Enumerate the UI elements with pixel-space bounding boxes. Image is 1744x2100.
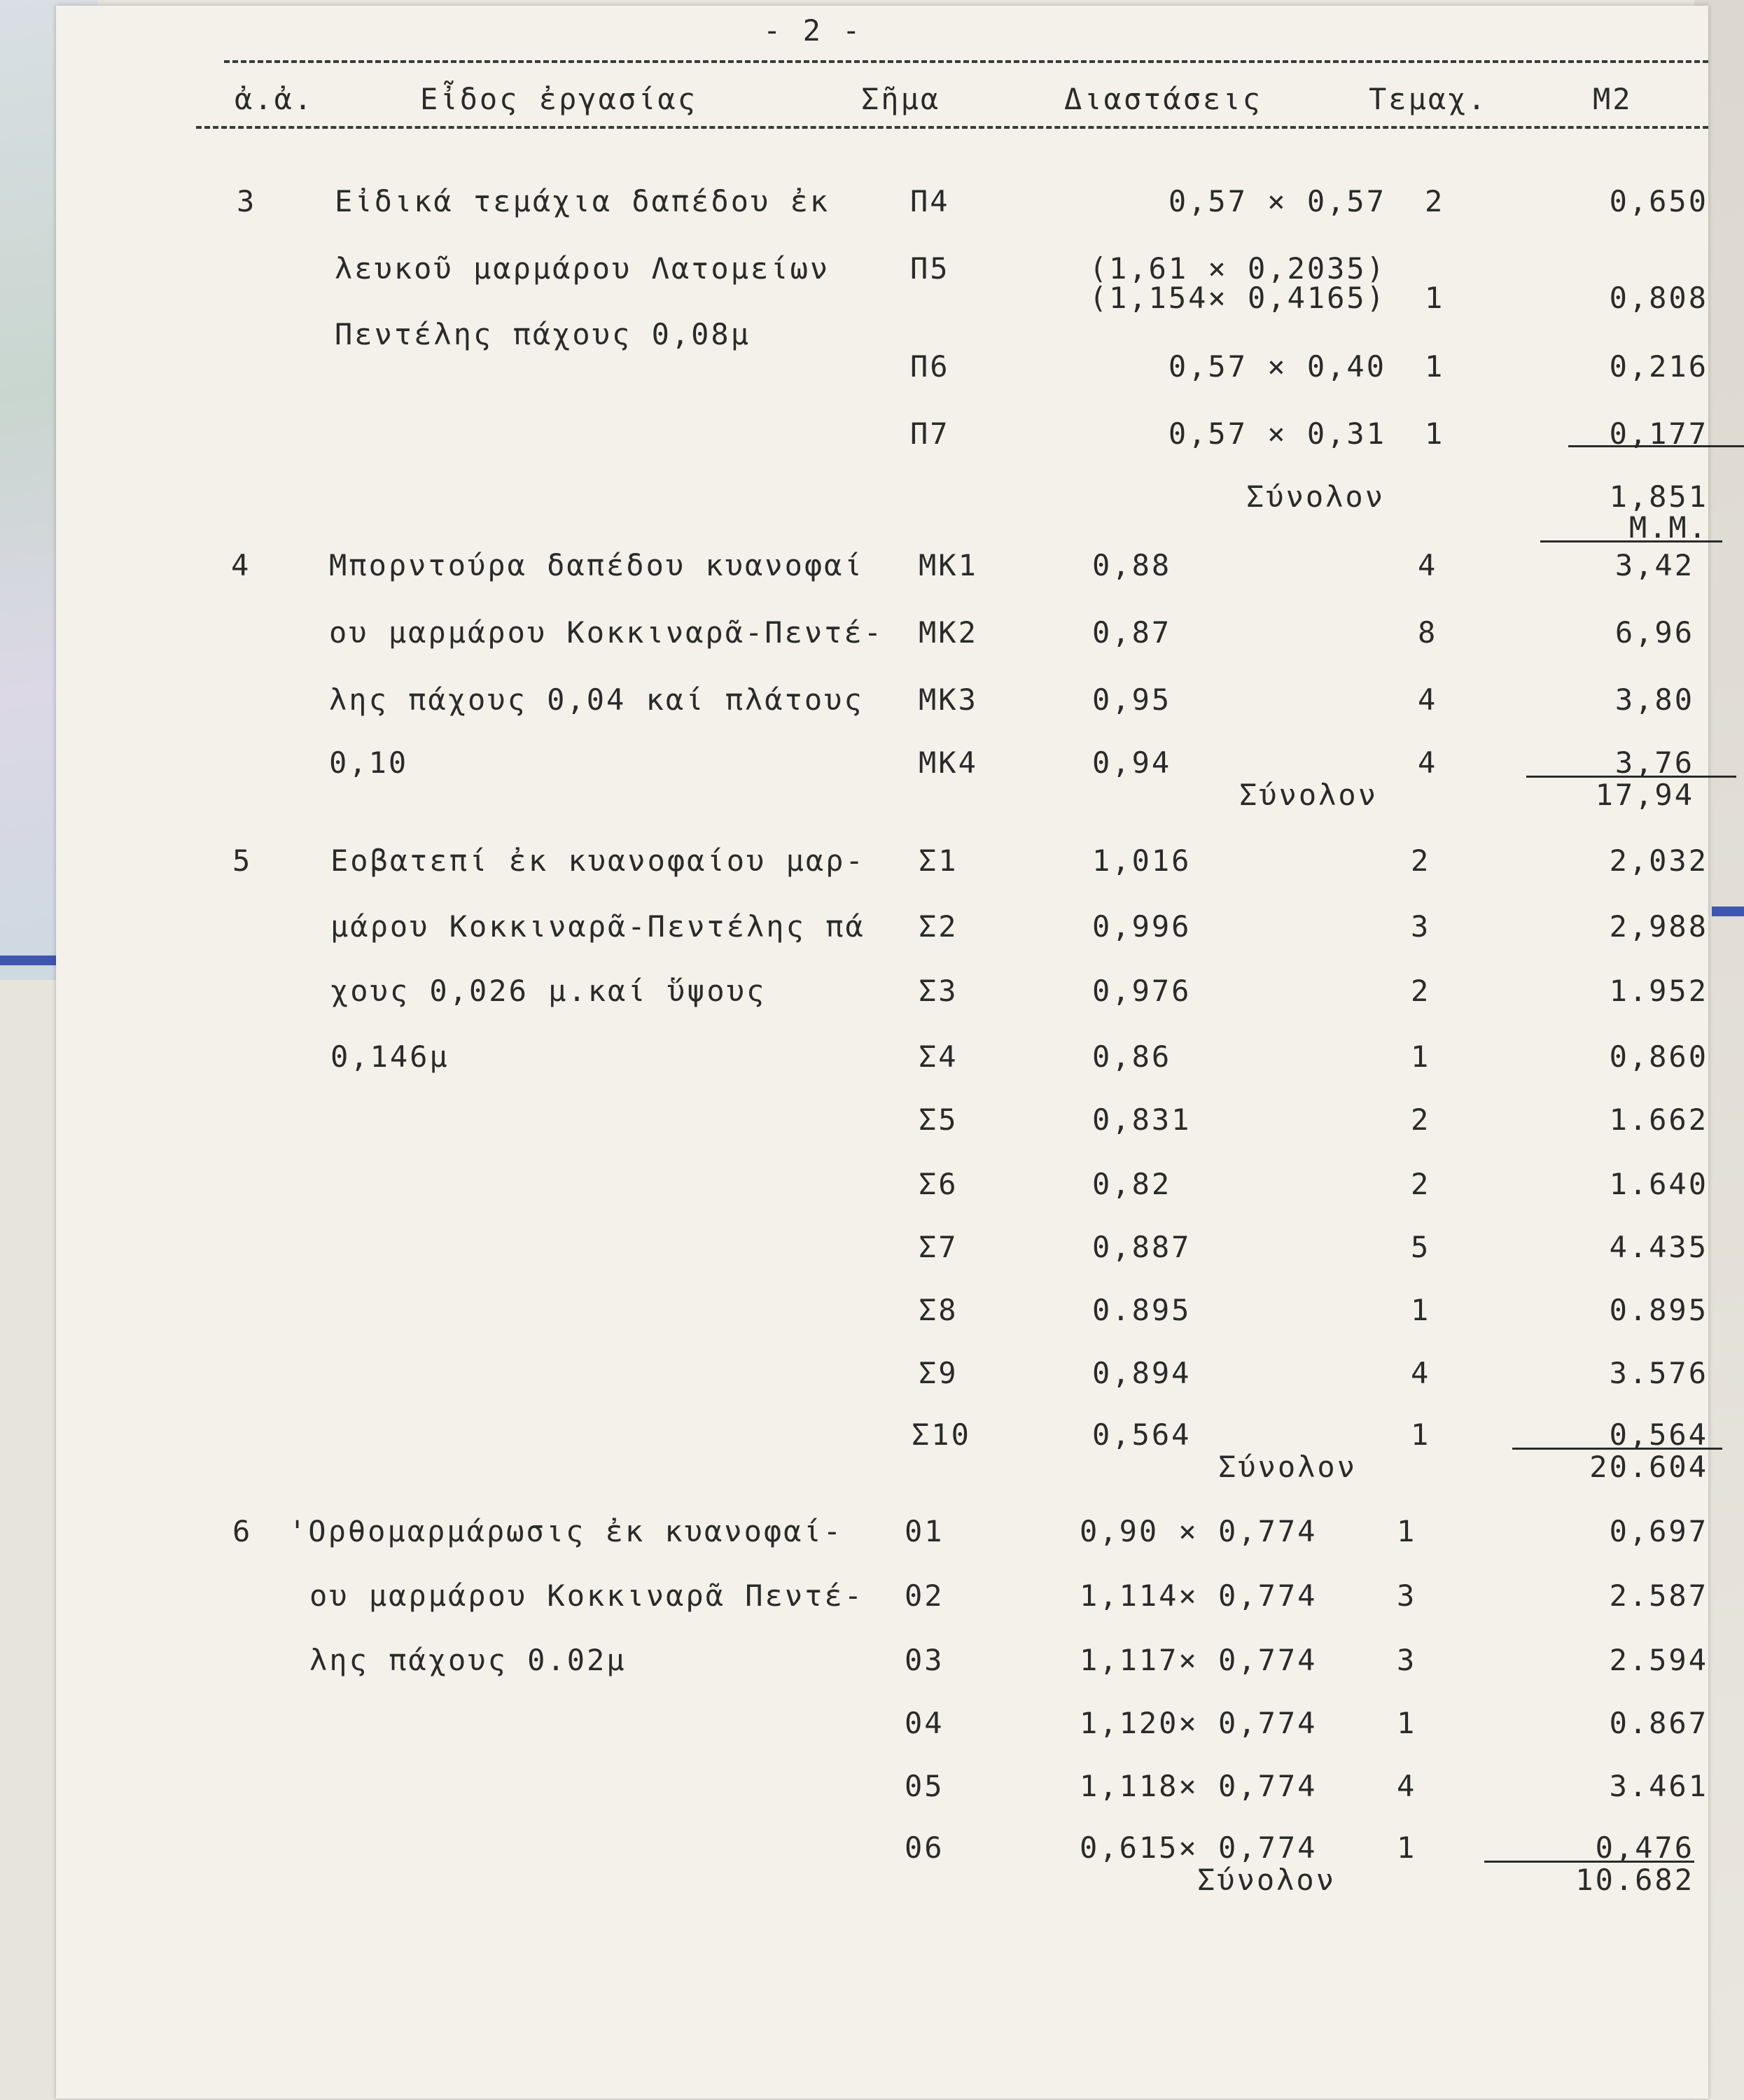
row-mark: Σ10	[912, 1418, 971, 1452]
row-m2: 3.461	[1609, 1769, 1708, 1803]
row-m2: 0,860	[1609, 1040, 1708, 1074]
row-m2: 3.576	[1609, 1356, 1708, 1390]
row-mark: Σ5	[919, 1102, 958, 1137]
row-mark: ΜΚ3	[919, 682, 978, 717]
total-value: 20.604	[1589, 1450, 1708, 1484]
row-mark: ΜΚ2	[919, 615, 978, 650]
row-mark: Σ7	[919, 1230, 958, 1264]
item-description-line: 0,146μ	[330, 1040, 449, 1074]
row-pieces: 1	[1411, 1040, 1431, 1074]
header-mark: Σῆμα	[861, 82, 941, 116]
total-label: Σύνολον	[1197, 1863, 1337, 1897]
row-m2: 0,650	[1609, 184, 1708, 218]
row-pieces: 4	[1418, 746, 1438, 780]
header-pieces: Τεμαχ.	[1369, 82, 1488, 116]
row-dimensions: 0,86	[1092, 1040, 1172, 1074]
row-pieces: 4	[1418, 548, 1438, 582]
row-mark: 01	[905, 1514, 944, 1548]
row-pieces: 2	[1411, 974, 1431, 1008]
row-dimensions: 0,87	[1092, 615, 1172, 650]
row-m2: 3,80	[1614, 682, 1694, 717]
row-mark: Π7	[910, 416, 950, 451]
header-top-rule	[224, 60, 1708, 63]
row-dimensions: 0,88	[1092, 548, 1172, 582]
item-description-line: Εἰδικά τεμάχια δαπέδου ἐκ	[335, 184, 830, 218]
row-m2: 2.587	[1609, 1578, 1708, 1613]
header-work-type: Εἶδος ἐργασίας	[420, 82, 698, 116]
subtotal-rule	[1568, 445, 1744, 447]
header-dimensions: Διαστάσεις	[1064, 82, 1262, 116]
total-value: 17,94	[1595, 778, 1694, 812]
row-m2: 2,988	[1609, 909, 1708, 944]
row-pieces: 1	[1397, 1830, 1417, 1865]
item-number: 6	[232, 1514, 253, 1548]
item-number: 5	[232, 844, 253, 878]
row-pieces: 4	[1397, 1769, 1417, 1803]
row-mark: Σ4	[919, 1040, 958, 1074]
item-description-line: Εοβατεπί ἐκ κυανοφαίου μαρ-	[330, 844, 865, 878]
item-description-line: 0,10	[329, 746, 409, 780]
total-value: 1,851	[1609, 479, 1708, 514]
row-pieces: 3	[1397, 1643, 1417, 1677]
row-pieces: 2	[1411, 844, 1431, 878]
row-m2: 0.867	[1609, 1706, 1708, 1740]
row-mark: Σ2	[919, 909, 958, 944]
row-dimensions: 0,94	[1092, 746, 1172, 780]
item-description-line: 'Ορθομαρμάρωσις ἐκ κυανοφαί-	[288, 1514, 844, 1548]
row-mark: Σ1	[919, 844, 958, 878]
document-page	[56, 6, 1708, 2099]
row-dimensions: 0,57 × 0,40	[1168, 349, 1386, 384]
row-dimensions: 1,114× 0,774	[1080, 1578, 1318, 1613]
row-dimensions: 0,90 × 0,774	[1080, 1514, 1318, 1548]
unit-rule	[1540, 540, 1722, 542]
item-description-line: ου μαρμάρου Κοκκιναρᾶ-Πεντέ-	[329, 615, 884, 650]
row-pieces: 3	[1397, 1578, 1417, 1613]
row-m2: 3,42	[1614, 548, 1694, 582]
row-dimensions: 0.895	[1092, 1293, 1192, 1327]
total-label: Σύνολον	[1239, 778, 1379, 812]
row-dimensions: 1,117× 0,774	[1080, 1643, 1318, 1677]
row-m2: 3,76	[1614, 746, 1694, 780]
row-mark: 06	[905, 1830, 944, 1865]
row-dimensions: 1,016	[1092, 844, 1192, 878]
row-mark: 03	[905, 1643, 944, 1677]
row-mark: Π4	[910, 184, 950, 218]
row-pieces: 5	[1411, 1230, 1431, 1264]
row-dimensions: 0,615× 0,774	[1080, 1830, 1318, 1865]
item-description-line: μάρου Κοκκιναρᾶ-Πεντέλης πά	[330, 909, 865, 944]
row-m2: 0,177	[1609, 416, 1708, 451]
row-pieces: 1	[1397, 1514, 1417, 1548]
row-m2: 2.594	[1609, 1643, 1708, 1677]
row-dimensions: 0,894	[1092, 1356, 1192, 1390]
page-number: - 2 -	[763, 13, 863, 48]
item-number: 3	[237, 184, 257, 218]
row-mark: 02	[905, 1578, 944, 1613]
row-dimensions: 0,831	[1092, 1102, 1192, 1137]
row-pieces: 1	[1411, 1293, 1431, 1327]
row-m2: 0.895	[1609, 1293, 1708, 1327]
header-m2: Μ2	[1593, 82, 1633, 116]
row-pieces: 1	[1425, 416, 1445, 451]
total-value: 10.682	[1575, 1863, 1694, 1897]
row-m2: 1.662	[1609, 1102, 1708, 1137]
row-dimensions: 0,57 × 0,31	[1168, 416, 1386, 451]
row-pieces: 1	[1425, 349, 1445, 384]
row-mark: 05	[905, 1769, 944, 1803]
row-dimensions: 0,82	[1092, 1167, 1172, 1201]
row-m2: 0,808	[1609, 281, 1708, 315]
row-m2: 0,216	[1609, 349, 1708, 384]
row-mark: Π6	[910, 349, 950, 384]
row-pieces: 3	[1411, 909, 1431, 944]
item-description-line: Μπορντούρα δαπέδου κυανοφαί	[329, 548, 864, 582]
row-m2: 2,032	[1609, 844, 1708, 878]
item-description-line: Πεντέλης πάχους 0,08μ	[335, 317, 751, 351]
row-pieces: 1	[1397, 1706, 1417, 1740]
row-dimensions: (1,61 × 0,2035)	[1089, 251, 1386, 286]
item-number: 4	[231, 548, 251, 582]
item-description-line: λης πάχους 0.02μ	[309, 1643, 627, 1677]
row-pieces: 1	[1425, 281, 1445, 315]
row-mark: Π5	[910, 251, 950, 286]
row-mark: Σ6	[919, 1167, 958, 1201]
row-pieces: 8	[1418, 615, 1438, 650]
row-dimensions: 0,564	[1092, 1418, 1192, 1452]
total-label: Σύνολον	[1218, 1450, 1358, 1484]
row-mark: Σ3	[919, 974, 958, 1008]
row-m2: 4.435	[1609, 1230, 1708, 1264]
row-mark: Σ8	[919, 1293, 958, 1327]
row-pieces: 2	[1425, 184, 1445, 218]
unit-label: Μ.Μ.	[1628, 510, 1708, 545]
row-m2: 0,697	[1609, 1514, 1708, 1548]
item-description-line: χους 0,026 μ.καί ὕψους	[330, 974, 767, 1008]
row-pieces: 4	[1411, 1356, 1431, 1390]
header-bottom-rule	[196, 126, 1708, 129]
row-dimensions: 1,118× 0,774	[1080, 1769, 1318, 1803]
row-m2: 6,96	[1614, 615, 1694, 650]
row-pieces: 2	[1411, 1102, 1431, 1137]
row-mark: Σ9	[919, 1356, 958, 1390]
row-dimensions: 0,976	[1092, 974, 1192, 1008]
background-blue-strip-right	[1712, 906, 1744, 916]
row-dimensions: 0,57 × 0,57	[1168, 184, 1386, 218]
row-mark: ΜΚ1	[919, 548, 978, 582]
header-aa: ἀ.ἀ.	[235, 82, 314, 116]
row-dimensions: 0,996	[1092, 909, 1192, 944]
row-pieces: 4	[1418, 682, 1438, 717]
row-pieces: 2	[1411, 1167, 1431, 1201]
row-m2: 1.952	[1609, 974, 1708, 1008]
item-description-line: ου μαρμάρου Κοκκιναρᾶ Πεντέ-	[309, 1578, 865, 1613]
row-m2: 0,476	[1595, 1830, 1694, 1865]
row-dimensions: 0,887	[1092, 1230, 1192, 1264]
item-description-line: λευκοῦ μαρμάρου Λατομείων	[335, 251, 830, 286]
row-mark: ΜΚ4	[919, 746, 978, 780]
row-dimensions: 0,95	[1092, 682, 1172, 717]
item-description-line: λης πάχους 0,04 καί πλάτους	[329, 682, 864, 717]
row-dimensions: 1,120× 0,774	[1080, 1706, 1318, 1740]
row-pieces: 1	[1411, 1418, 1431, 1452]
row-m2: 0,564	[1609, 1418, 1708, 1452]
row-m2: 1.640	[1609, 1167, 1708, 1201]
row-mark: 04	[905, 1706, 944, 1740]
row-dimensions-second: (1,154× 0,4165)	[1089, 281, 1386, 315]
total-label: Σύνολον	[1246, 479, 1386, 514]
